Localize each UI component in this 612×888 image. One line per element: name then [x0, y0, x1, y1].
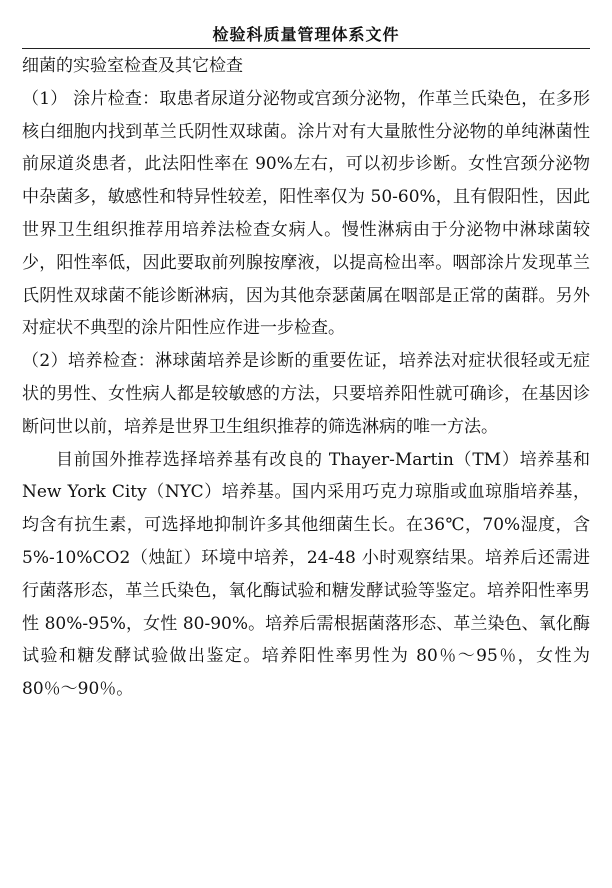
header-divider — [22, 48, 590, 49]
paragraph-culture-test: （2）培养检查：淋球菌培养是诊断的重要佐证，培养法对症状很轻或无症状的男性、女性病人都是较敏感的方法，只要培养阳性就可确诊，在基因诊断问世以前，培养是世界卫生组织推荐的筛选淋病的唯一方法。 — [22, 351, 590, 437]
paragraph-smear-test: （1） 涂片检查：取患者尿道分泌物或宫颈分泌物，作革兰氏染色，在多形核白细胞内找到革兰氏阴性双球菌。涂片对有大量脓性分泌物的单纯淋菌性前尿道炎患者，此法阳性率在 90%左右，可以初步诊断。女性宫颈分泌物中杂菌多，敏感性和特异性较差，阳性率仅为 50-60%，且有假阳性，因此世界卫生组织推荐用培养法检查女病人。慢性淋病由于分泌物中淋球菌较少，阳性率低，因此要取前列腺按摩液，以提高检出率。咽部涂片发现革兰氏阴性双球菌不能诊断淋病，因为其他奈瑟菌属在咽部是正常的菌群。另外对症状不典型的涂片阳性应作进一步检查。 — [22, 88, 590, 339]
section-heading: 细菌的实验室检查及其它检查 — [22, 56, 243, 76]
document-body — [22, 50, 590, 706]
document-header-title: 检验科质量管理体系文件 — [212, 25, 400, 44]
paragraph-culture-media: 目前国外推荐选择培养基有改良的 Thayer-Martin（TM）培养基和 New York City（NYC）培养基。国内采用巧克力琼脂或血琼脂培养基，均含有抗生素，可选择地抑制许多其他细菌生长。在36℃，70%湿度，含 5%-10%CO2（烛缸）环境中培养，24-48 小时观察结果。培养后还需进行菌落形态，革兰氏染色，氧化酶试验和糖发酵试验等鉴定。培养阳性率男性 80%-95%，女性 80-90%。培养后需根据菌落形态、革兰染色、氧化酶试验和糖发酵试验做出鉴定。培养阳性率男性为 80％～95％，女性为 80％～90％。 — [22, 449, 590, 700]
